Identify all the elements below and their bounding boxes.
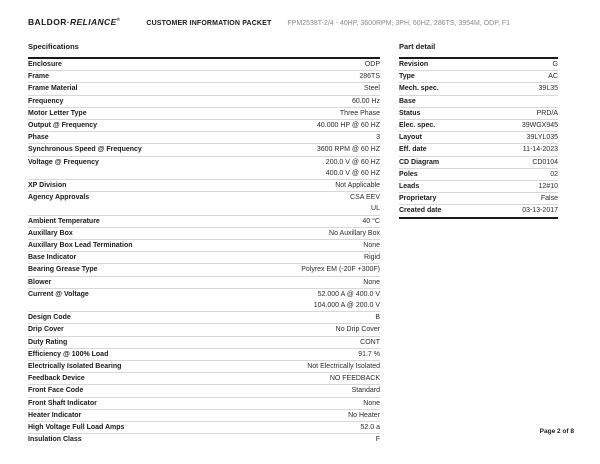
row-value: CD0104 — [532, 158, 558, 166]
table-row — [28, 360, 380, 372]
row-label: Poles — [399, 170, 418, 178]
table-row — [28, 263, 380, 275]
table-row — [28, 336, 380, 348]
row-value: 91.7 % — [358, 350, 380, 358]
row-value: None — [363, 278, 380, 286]
row-value: 02 — [550, 170, 558, 178]
row-label: Insulation Class — [28, 436, 82, 444]
registered-mark: ® — [116, 17, 121, 23]
row-label: Efficiency @ 100% Load — [28, 350, 109, 358]
row-label: Design Code — [28, 314, 71, 322]
table-row — [28, 311, 380, 323]
row-value: 3600 RPM @ 60 HZ — [316, 146, 380, 154]
page-number: Page 2 of 8 — [539, 428, 574, 435]
table-row — [399, 70, 558, 82]
row-value: 03-13-2017 — [522, 207, 558, 215]
product-description: FPM2538T-2/4 - 40HP, 3600RPM, 3PH, 60HZ, 286TS, 3954M, ODP, F1 — [287, 20, 511, 27]
brand-logo-dot: · — [66, 17, 70, 27]
row-value: False — [540, 195, 558, 203]
row-label: Leads — [399, 183, 420, 191]
row-label: Auxillary Box Lead Termination — [28, 242, 133, 250]
row-label: Blower — [28, 278, 52, 286]
row-label: Electrically Isolated Bearing — [28, 363, 122, 371]
page-footer — [540, 428, 574, 435]
table-row — [28, 119, 380, 131]
brand-logo-reliance: RELIANCE — [70, 17, 117, 27]
row-label: Duty Rating — [28, 338, 68, 346]
row-value: CONT — [360, 338, 380, 346]
table-row — [28, 384, 380, 396]
row-value: 11-14-2023 — [522, 146, 558, 154]
row-label: Front Face Code — [28, 387, 84, 395]
row-value: PRD/A — [536, 109, 558, 117]
row-label: Type — [399, 73, 415, 81]
row-value: No Drip Cover — [335, 326, 380, 334]
table-row — [28, 251, 380, 263]
table-row — [28, 397, 380, 409]
table-row — [28, 107, 380, 119]
row-label: Base — [399, 97, 416, 105]
header — [0, 0, 600, 27]
row-value: ODP — [364, 61, 380, 68]
row-value: 52.000 A @ 400.0 V 104.000 A @ 200.0 V — [313, 290, 380, 310]
row-value: AC — [548, 73, 558, 81]
row-label: XP Division — [28, 182, 67, 190]
row-label: Output @ Frequency — [28, 122, 98, 130]
table-row — [28, 179, 380, 191]
row-label: High Voltage Full Load Amps — [28, 424, 125, 432]
part-detail-table — [399, 57, 558, 219]
table-row — [28, 143, 380, 155]
row-label: Auxillary Box — [28, 229, 73, 237]
table-row — [28, 409, 380, 421]
row-label: Frame Material — [28, 85, 78, 93]
brand-logo-baldor: BALDOR — [28, 17, 67, 27]
row-label: Proprietary — [399, 195, 437, 203]
row-label: Created date — [399, 207, 442, 215]
row-label: CD Diagram — [399, 158, 440, 166]
row-label: Motor Letter Type — [28, 109, 87, 117]
row-value: 40.000 HP @ 60 HZ — [316, 122, 380, 130]
row-value: No Auxillary Box — [329, 229, 380, 237]
table-row — [399, 107, 558, 119]
row-value: 286TS — [359, 73, 380, 81]
row-value: No Heater — [348, 411, 380, 419]
row-label: Revision — [399, 61, 429, 68]
table-row — [28, 227, 380, 239]
row-value: Steel — [364, 85, 380, 93]
row-label: Eff. date — [399, 146, 427, 154]
brand-logo — [28, 17, 120, 27]
row-value: 39WGX945 — [521, 122, 558, 130]
row-value: Standard — [351, 387, 380, 395]
row-value: NO FEEDBACK — [329, 375, 380, 383]
table-row — [399, 95, 558, 107]
row-value: Rigid — [364, 254, 380, 262]
table-row — [399, 192, 558, 204]
row-label: Enclosure — [28, 61, 62, 68]
table-row — [28, 348, 380, 360]
table-row — [399, 131, 558, 143]
row-value: Three Phase — [339, 109, 380, 117]
row-value: None — [363, 399, 380, 407]
specifications-table — [28, 57, 380, 446]
row-value: Not Applicable — [335, 182, 380, 190]
row-value: None — [363, 242, 380, 250]
table-row — [28, 421, 380, 433]
row-label: Phase — [28, 134, 49, 142]
table-row — [399, 59, 558, 70]
row-label: Ambient Temperature — [28, 217, 100, 225]
row-value: CSA EEV UL — [350, 194, 380, 213]
row-label: Base Indicator — [28, 254, 77, 262]
row-value: B — [375, 314, 380, 322]
table-row — [28, 215, 380, 227]
table-row — [399, 180, 558, 192]
specifications-title: Specifications — [28, 42, 79, 51]
table-row — [28, 191, 380, 214]
specifications-section — [28, 42, 380, 446]
table-row — [399, 119, 558, 131]
row-label: Frame — [28, 73, 50, 81]
row-label: Feedback Device — [28, 375, 85, 383]
row-value: 3 — [376, 134, 380, 142]
table-row — [28, 156, 380, 179]
table-row — [28, 323, 380, 335]
row-label: Front Shaft Indicator — [28, 399, 97, 407]
row-label: Mech. spec. — [399, 85, 439, 93]
row-value — [422, 96, 558, 107]
row-value: 52.0 a — [360, 424, 380, 432]
row-value: 39LYL035 — [526, 134, 558, 142]
table-row — [28, 276, 380, 288]
table-row — [28, 433, 380, 445]
row-value: 39L35 — [538, 85, 558, 93]
table-row — [28, 70, 380, 82]
table-row — [28, 239, 380, 251]
table-row — [28, 59, 380, 70]
table-row — [28, 82, 380, 94]
part-detail-title: Part detail — [399, 42, 436, 51]
row-value: 200.0 V @ 60 HZ 400.0 V @ 60 HZ — [325, 158, 380, 177]
part-detail-section — [399, 42, 558, 219]
row-value: Not Electrically Isolated — [307, 363, 380, 371]
table-row — [28, 131, 380, 143]
table-row — [399, 168, 558, 180]
row-label: Bearing Grease Type — [28, 266, 98, 274]
row-label: Frequency — [28, 97, 64, 105]
document-title: CUSTOMER INFORMATION PACKET — [146, 20, 272, 27]
row-value: 60.00 Hz — [351, 97, 380, 105]
table-row — [399, 156, 558, 168]
row-value: G — [552, 61, 558, 68]
table-row — [399, 82, 558, 94]
row-value: Polyrex EM (-20F +300F) — [301, 266, 380, 274]
row-value: 12#10 — [538, 183, 558, 191]
row-label: Layout — [399, 134, 422, 142]
row-label: Voltage @ Frequency — [28, 158, 99, 166]
row-label: Current @ Voltage — [28, 290, 89, 298]
table-row — [28, 288, 380, 311]
table-row — [28, 95, 380, 107]
row-label: Agency Approvals — [28, 194, 90, 202]
table-row — [399, 204, 558, 216]
row-label: Synchronous Speed @ Frequency — [28, 146, 142, 154]
row-label: Heater Indicator — [28, 411, 82, 419]
row-value: F — [375, 436, 380, 444]
table-row — [28, 372, 380, 384]
row-label: Drip Cover — [28, 326, 64, 334]
table-row — [399, 143, 558, 155]
row-value: 40 °C — [362, 217, 380, 225]
row-label: Status — [399, 109, 421, 117]
row-label: Elec. spec. — [399, 122, 436, 130]
